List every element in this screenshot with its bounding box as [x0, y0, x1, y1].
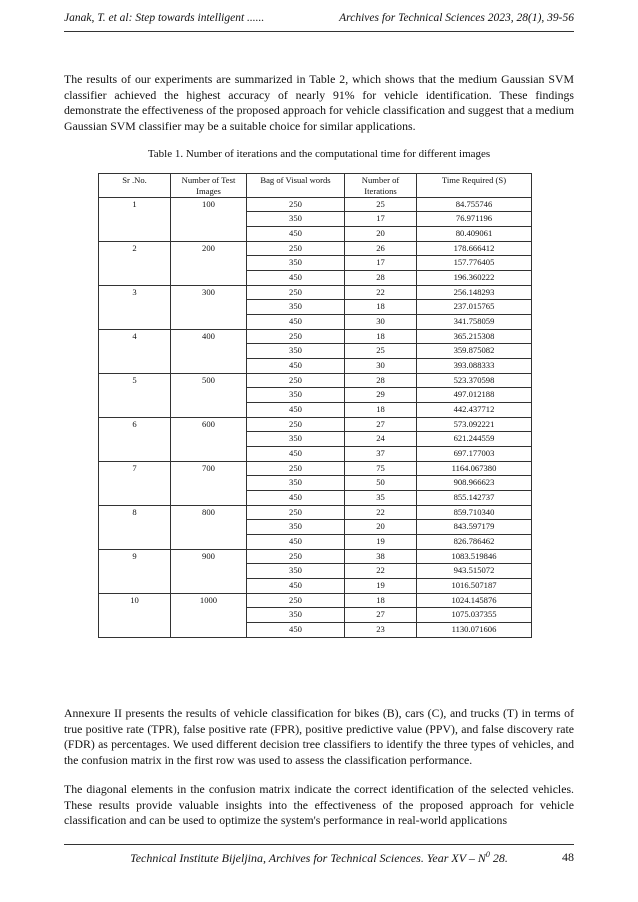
table-row: [99, 271, 532, 286]
header-authors: Janak, T. et al: Step towards intelligent ......: [64, 12, 265, 24]
cell-sr-no: [99, 271, 171, 286]
cell-test-images: 1000: [171, 594, 247, 608]
cell-sr-no: 8: [99, 506, 171, 520]
cell-test-images: [171, 432, 247, 447]
cell-test-images: [171, 491, 247, 506]
table-row: [99, 359, 532, 374]
cell-sr-no: 1: [99, 198, 171, 212]
running-footer: [64, 850, 574, 866]
cell-time: 196.360222: [417, 271, 532, 286]
cell-bag-of-words: 450: [247, 623, 345, 638]
cell-time: 1130.071606: [417, 623, 532, 638]
cell-time: 341.758059: [417, 315, 532, 330]
table-row: [99, 432, 532, 447]
cell-time: 497.012188: [417, 388, 532, 403]
cell-test-images: 600: [171, 418, 247, 432]
table-row: [99, 447, 532, 462]
cell-time: 359.875082: [417, 344, 532, 359]
cell-bag-of-words: 250: [247, 418, 345, 432]
table-row: [99, 212, 532, 227]
cell-bag-of-words: 450: [247, 447, 345, 462]
cell-time: 573.092221: [417, 418, 532, 432]
cell-sr-no: 3: [99, 286, 171, 300]
cell-time: 826.786462: [417, 535, 532, 550]
table-row: [99, 286, 532, 300]
cell-iterations: 20: [345, 227, 417, 242]
header-journal: Archives for Technical Sciences 2023, 28(1), 39-56: [339, 12, 574, 24]
cell-bag-of-words: 250: [247, 550, 345, 564]
cell-test-images: [171, 359, 247, 374]
cell-iterations: 22: [345, 564, 417, 579]
footer-rule: [64, 844, 574, 845]
cell-sr-no: [99, 315, 171, 330]
cell-iterations: 22: [345, 506, 417, 520]
cell-iterations: 27: [345, 608, 417, 623]
table-row: [99, 594, 532, 608]
cell-time: 855.142737: [417, 491, 532, 506]
cell-iterations: 18: [345, 403, 417, 418]
cell-sr-no: [99, 359, 171, 374]
cell-time: 80.409061: [417, 227, 532, 242]
cell-time: 908.966623: [417, 476, 532, 491]
cell-time: 523.370598: [417, 374, 532, 388]
cell-iterations: 19: [345, 535, 417, 550]
cell-bag-of-words: 250: [247, 594, 345, 608]
cell-iterations: 75: [345, 462, 417, 476]
cell-sr-no: [99, 476, 171, 491]
iterations-table: [98, 173, 532, 638]
cell-test-images: [171, 256, 247, 271]
cell-iterations: 17: [345, 212, 417, 227]
cell-iterations: 29: [345, 388, 417, 403]
cell-sr-no: [99, 432, 171, 447]
cell-test-images: [171, 608, 247, 623]
annexure-paragraph: Annexure II presents the results of vehicle classification for bikes (B), cars (C), and trucks (T) in terms of true positive rate (TPR), false positive rate (FPR), positive predictive value (PPV), and false discovery rate (FDR) as percentages. We used different decision tree classifiers to identify the three types of vehicles, and the confusion matrix in the first row was used to assess the classification performance.: [64, 706, 574, 767]
cell-test-images: [171, 447, 247, 462]
cell-time: 393.088333: [417, 359, 532, 374]
cell-iterations: 25: [345, 198, 417, 212]
table-row: [99, 315, 532, 330]
table-row: [99, 564, 532, 579]
cell-bag-of-words: 450: [247, 579, 345, 594]
cell-iterations: 25: [345, 344, 417, 359]
col-header-bovw: Bag of Visual words: [247, 174, 345, 198]
cell-iterations: 19: [345, 579, 417, 594]
table-row: [99, 462, 532, 476]
cell-test-images: 200: [171, 242, 247, 256]
cell-bag-of-words: 450: [247, 315, 345, 330]
cell-bag-of-words: 350: [247, 388, 345, 403]
cell-sr-no: [99, 535, 171, 550]
cell-bag-of-words: 350: [247, 300, 345, 315]
cell-bag-of-words: 250: [247, 286, 345, 300]
cell-sr-no: [99, 300, 171, 315]
cell-bag-of-words: 250: [247, 506, 345, 520]
table-row: [99, 623, 532, 638]
cell-iterations: 28: [345, 374, 417, 388]
cell-test-images: [171, 300, 247, 315]
col-header-iterations: Number of Iterations: [345, 174, 417, 198]
cell-test-images: [171, 388, 247, 403]
cell-test-images: 100: [171, 198, 247, 212]
cell-test-images: [171, 564, 247, 579]
cell-iterations: 30: [345, 359, 417, 374]
cell-iterations: 35: [345, 491, 417, 506]
table-caption: Table 1. Number of iterations and the computational time for different images: [147, 148, 491, 160]
cell-time: 697.177003: [417, 447, 532, 462]
cell-iterations: 18: [345, 330, 417, 344]
cell-bag-of-words: 450: [247, 403, 345, 418]
cell-iterations: 18: [345, 594, 417, 608]
cell-test-images: [171, 271, 247, 286]
cell-sr-no: [99, 447, 171, 462]
table-row: [99, 506, 532, 520]
table-row: [99, 374, 532, 388]
cell-bag-of-words: 250: [247, 374, 345, 388]
table-row: [99, 403, 532, 418]
intro-paragraph: The results of our experiments are summarized in Table 2, which shows that the medium Gaussian SVM classifier achieved the highest accuracy of nearly 91% for vehicle identification. These findings demonstrate the effectiveness of the proposed approach for vehicle classification and suggest that a medium Gaussian SVM classifier may be a suitable choice for similar applications.: [64, 72, 574, 133]
table-row: [99, 198, 532, 212]
cell-test-images: 900: [171, 550, 247, 564]
col-header-images: Number of Test Images: [171, 174, 247, 198]
cell-iterations: 26: [345, 242, 417, 256]
cell-bag-of-words: 450: [247, 491, 345, 506]
cell-sr-no: 9: [99, 550, 171, 564]
cell-time: 76.971196: [417, 212, 532, 227]
cell-time: 365.215308: [417, 330, 532, 344]
cell-sr-no: [99, 579, 171, 594]
page-number: 48: [562, 850, 574, 864]
cell-time: 1016.507187: [417, 579, 532, 594]
cell-bag-of-words: 450: [247, 359, 345, 374]
cell-bag-of-words: 350: [247, 344, 345, 359]
cell-bag-of-words: 450: [247, 271, 345, 286]
cell-test-images: [171, 403, 247, 418]
cell-test-images: 400: [171, 330, 247, 344]
cell-bag-of-words: 250: [247, 198, 345, 212]
cell-time: 256.148293: [417, 286, 532, 300]
cell-bag-of-words: 350: [247, 476, 345, 491]
cell-sr-no: [99, 256, 171, 271]
table-row: [99, 550, 532, 564]
table-row: [99, 256, 532, 271]
cell-test-images: [171, 212, 247, 227]
cell-test-images: 500: [171, 374, 247, 388]
table-row: [99, 227, 532, 242]
cell-time: 84.755746: [417, 198, 532, 212]
cell-time: 1164.067380: [417, 462, 532, 476]
cell-test-images: [171, 344, 247, 359]
cell-bag-of-words: 350: [247, 608, 345, 623]
table-row: [99, 388, 532, 403]
table-row: [99, 608, 532, 623]
cell-sr-no: 6: [99, 418, 171, 432]
cell-iterations: 28: [345, 271, 417, 286]
cell-test-images: [171, 623, 247, 638]
table-row: [99, 330, 532, 344]
cell-time: 1083.519846: [417, 550, 532, 564]
cell-time: 621.244559: [417, 432, 532, 447]
cell-sr-no: [99, 403, 171, 418]
cell-sr-no: [99, 520, 171, 535]
cell-iterations: 37: [345, 447, 417, 462]
cell-bag-of-words: 250: [247, 462, 345, 476]
cell-test-images: [171, 476, 247, 491]
table-row: [99, 520, 532, 535]
cell-time: 1075.037355: [417, 608, 532, 623]
table-header-row: [99, 174, 532, 198]
cell-sr-no: [99, 491, 171, 506]
table-row: [99, 476, 532, 491]
cell-time: 442.437712: [417, 403, 532, 418]
cell-iterations: 24: [345, 432, 417, 447]
cell-bag-of-words: 450: [247, 227, 345, 242]
table-row: [99, 579, 532, 594]
cell-test-images: [171, 579, 247, 594]
cell-bag-of-words: 350: [247, 256, 345, 271]
cell-sr-no: [99, 227, 171, 242]
cell-sr-no: 5: [99, 374, 171, 388]
cell-iterations: 20: [345, 520, 417, 535]
cell-time: 237.015765: [417, 300, 532, 315]
cell-sr-no: [99, 212, 171, 227]
cell-time: 859.710340: [417, 506, 532, 520]
cell-sr-no: [99, 344, 171, 359]
cell-sr-no: 10: [99, 594, 171, 608]
running-header: [64, 12, 574, 24]
cell-iterations: 18: [345, 300, 417, 315]
cell-sr-no: [99, 608, 171, 623]
table-row: [99, 535, 532, 550]
cell-bag-of-words: 350: [247, 520, 345, 535]
footer-text: Technical Institute Bijeljina, Archives for Technical Sciences. Year XV – $N^0$ 28.: [130, 850, 508, 865]
cell-bag-of-words: 450: [247, 535, 345, 550]
cell-test-images: 800: [171, 506, 247, 520]
cell-test-images: [171, 315, 247, 330]
cell-test-images: [171, 535, 247, 550]
cell-iterations: 22: [345, 286, 417, 300]
cell-time: 943.515072: [417, 564, 532, 579]
header-rule: [64, 31, 574, 32]
cell-iterations: 38: [345, 550, 417, 564]
col-header-sr: Sr .No.: [99, 174, 171, 198]
cell-test-images: 300: [171, 286, 247, 300]
cell-test-images: [171, 227, 247, 242]
cell-bag-of-words: 250: [247, 242, 345, 256]
cell-time: 1024.145876: [417, 594, 532, 608]
cell-sr-no: 2: [99, 242, 171, 256]
cell-iterations: 27: [345, 418, 417, 432]
cell-iterations: 50: [345, 476, 417, 491]
cell-iterations: 23: [345, 623, 417, 638]
cell-bag-of-words: 350: [247, 432, 345, 447]
cell-sr-no: [99, 388, 171, 403]
cell-time: 157.776405: [417, 256, 532, 271]
cell-sr-no: 7: [99, 462, 171, 476]
col-header-time: Time Required (S): [417, 174, 532, 198]
cell-time: 843.597179: [417, 520, 532, 535]
cell-sr-no: [99, 623, 171, 638]
cell-iterations: 17: [345, 256, 417, 271]
table-body: [99, 198, 532, 638]
table-row: [99, 491, 532, 506]
cell-bag-of-words: 350: [247, 212, 345, 227]
cell-bag-of-words: 250: [247, 330, 345, 344]
cell-time: 178.666412: [417, 242, 532, 256]
cell-sr-no: [99, 564, 171, 579]
table-row: [99, 242, 532, 256]
table-row: [99, 418, 532, 432]
cell-sr-no: 4: [99, 330, 171, 344]
cell-bag-of-words: 350: [247, 564, 345, 579]
table-row: [99, 300, 532, 315]
cell-iterations: 30: [345, 315, 417, 330]
table-row: [99, 344, 532, 359]
cell-test-images: 700: [171, 462, 247, 476]
diagonal-paragraph: The diagonal elements in the confusion matrix indicate the correct identification of the selected vehicles. These results provide valuable insights into the effectiveness of the proposed approach for vehicle classification and can be used to optimize the system's performance in real-world applications: [64, 782, 574, 828]
cell-test-images: [171, 520, 247, 535]
